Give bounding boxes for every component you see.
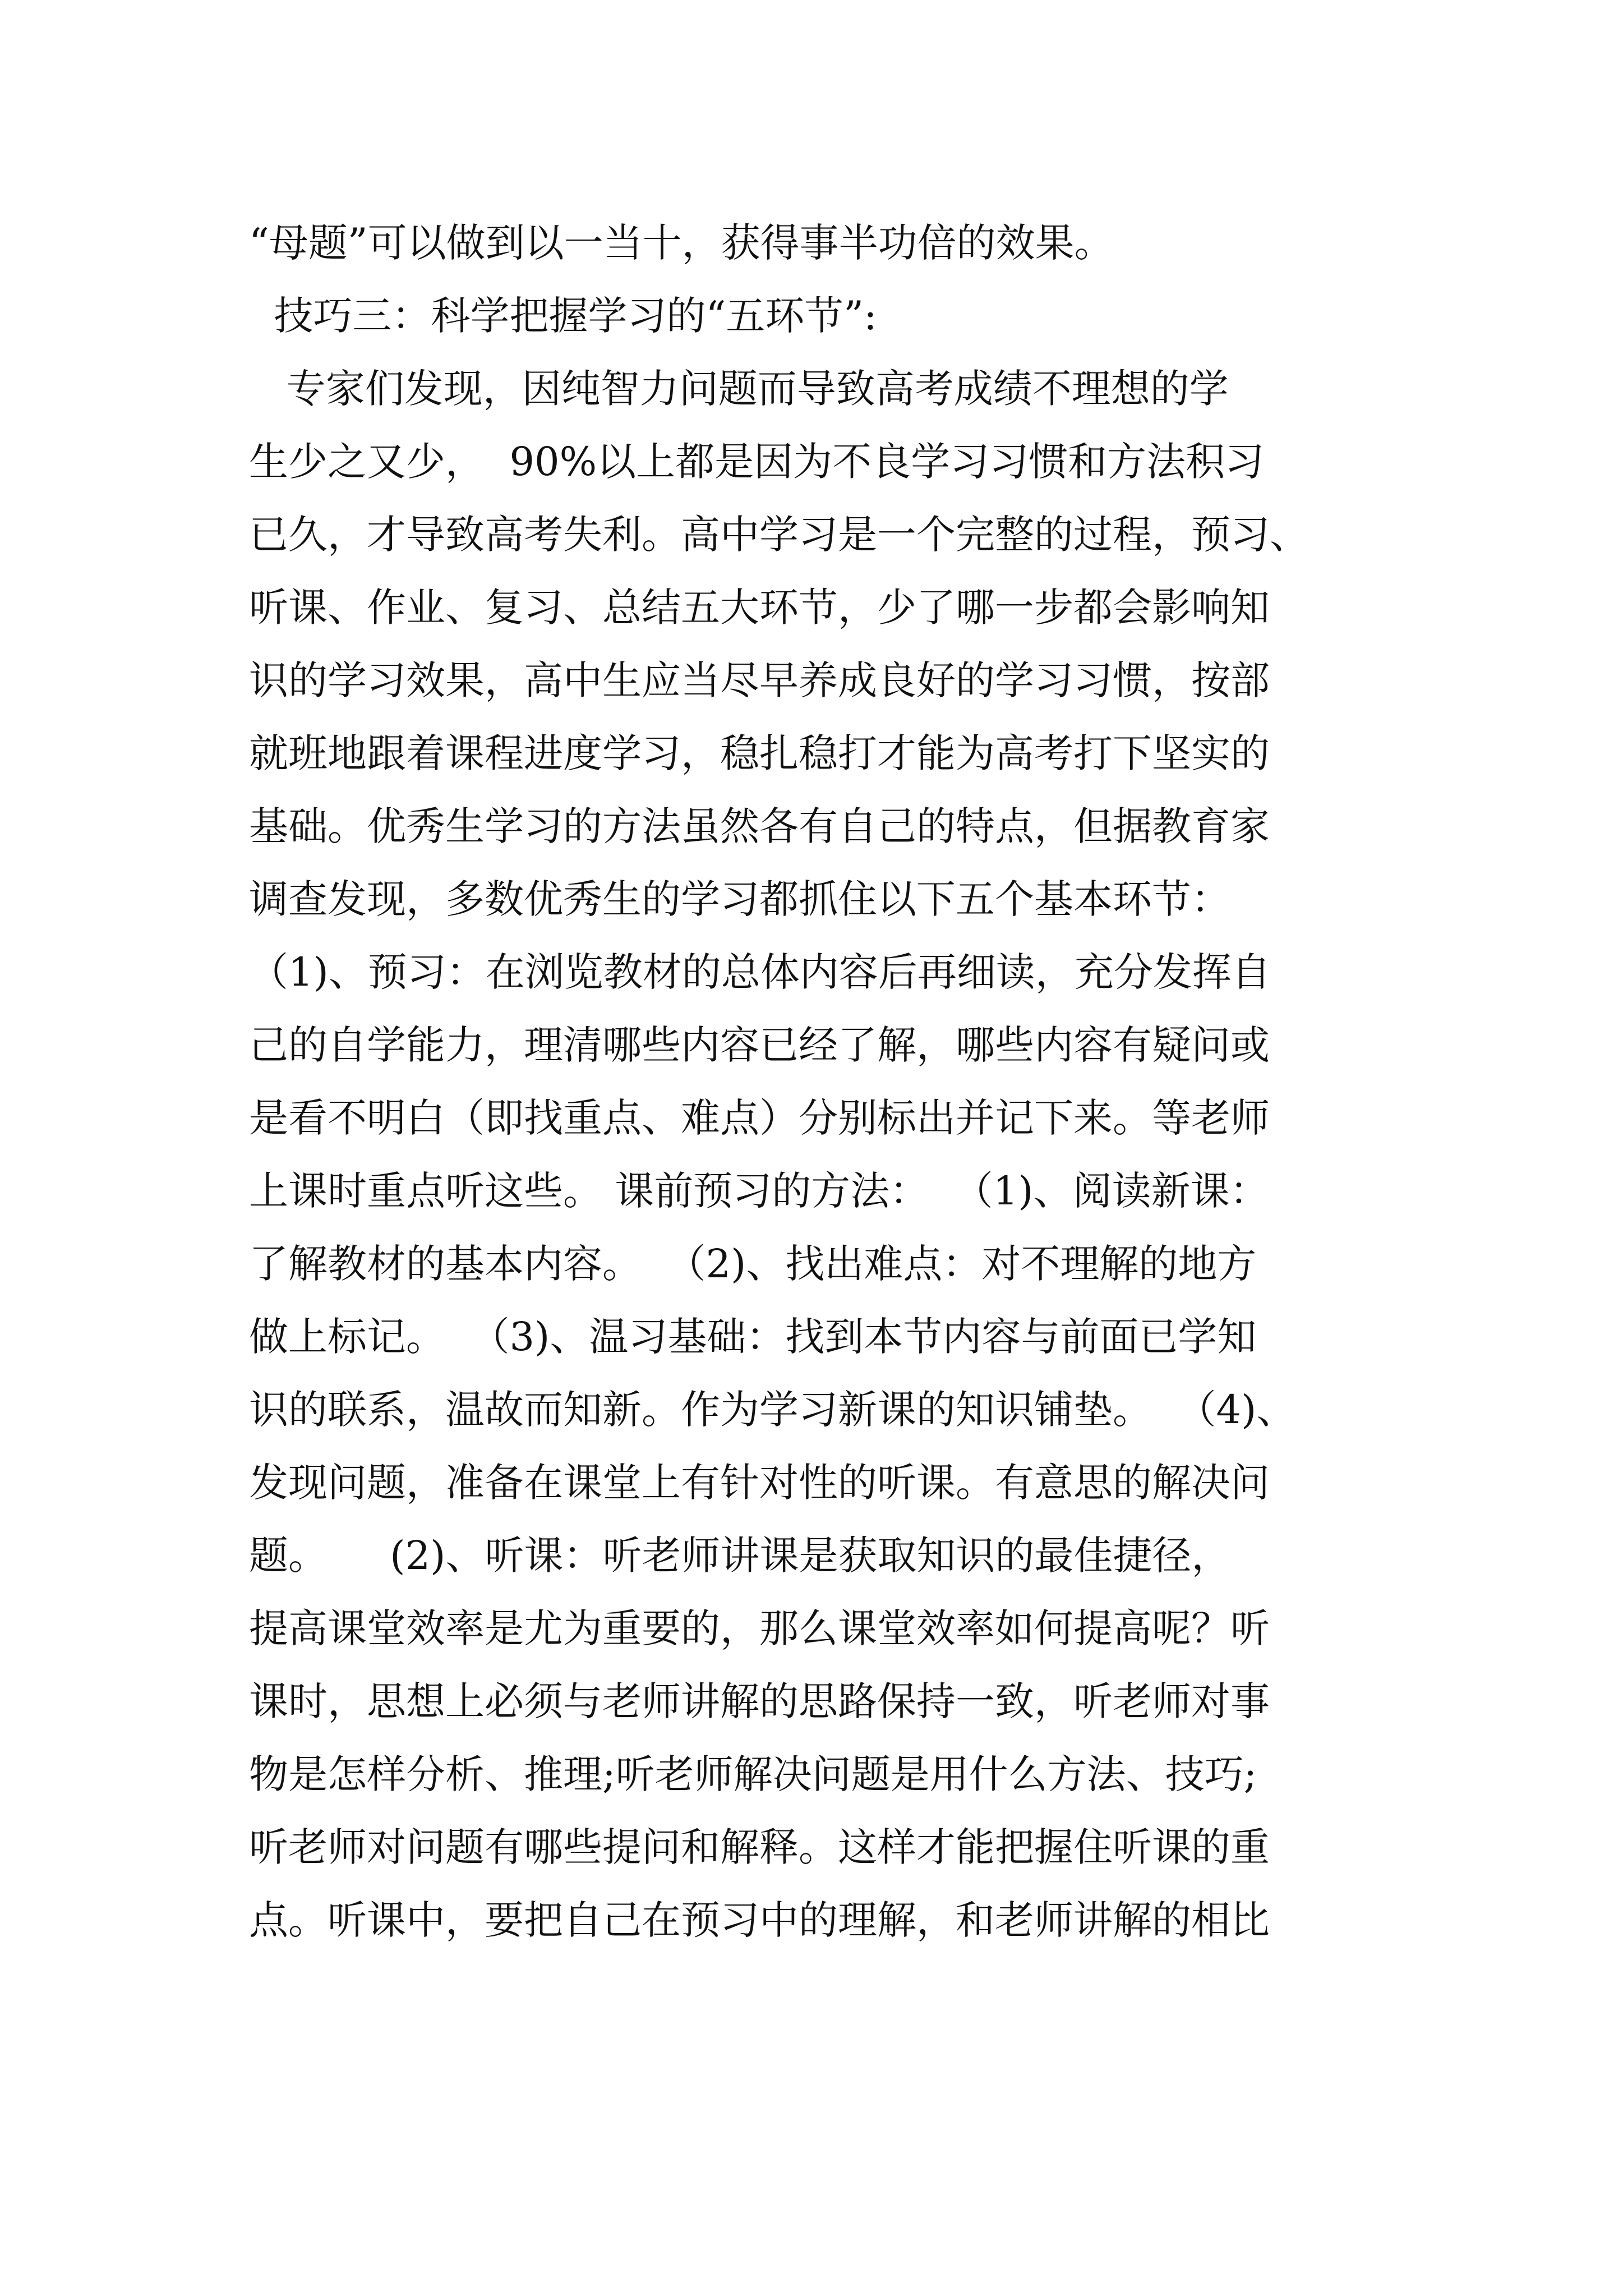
text-line: 是看不明白（即找重点、难点）分别标出并记下来。等老师 [249, 1095, 1270, 1141]
text-line: 点。听课中，要把自己在预习中的理解，和老师讲解的相比 [249, 1897, 1270, 1943]
text-line: 听老师对问题有哪些提问和解释。这样才能把握住听课的重 [249, 1824, 1270, 1870]
text-line: 就班地跟着课程进度学习，稳扎稳打才能为高考打下坚实的 [249, 730, 1270, 776]
text-line: “母题”可以做到以一当十，获得事半功倍的效果。 [249, 220, 1114, 266]
text-line: 题。 (2)、听课：听老师讲课是获取知识的最佳捷径， [249, 1533, 1231, 1579]
text-line: 课时，思想上必须与老师讲解的思路保持一致，听老师对事 [249, 1678, 1270, 1724]
body-text [249, 206, 1393, 1957]
text-line: 听课、作业、复习、总结五大环节，少了哪一步都会影响知 [249, 585, 1270, 631]
text-line: 生少之又少， 90%以上都是因为不良学习习惯和方法积习 [249, 439, 1265, 485]
text-line: 专家们发现，因纯智力问题而导致高考成绩不理想的学 [249, 366, 1229, 412]
text-line: 识的联系，温故而知新。作为学习新课的知识铺垫。 （4)、 [249, 1387, 1296, 1433]
text-line: 提高课堂效率是尤为重要的，那么课堂效率如何提高呢？听 [249, 1605, 1270, 1651]
text-line: 己的自学能力，理清哪些内容已经了解，哪些内容有疑问或 [249, 1022, 1270, 1068]
text-line: 做上标记。 （3)、温习基础：找到本节内容与前面已学知 [249, 1314, 1257, 1360]
section-heading: 技巧三：科学把握学习的“五环节”: [249, 293, 877, 339]
text-line: 上课时重点听这些。 课前预习的方法： （1)、阅读新课： [249, 1168, 1269, 1214]
text-line: 基础。优秀生学习的方法虽然各有自己的特点，但据教育家 [249, 803, 1270, 849]
text-line: 识的学习效果，高中生应当尽早养成良好的学习习惯，按部 [249, 657, 1270, 703]
text-line: 物是怎样分析、推理;听老师解决问题是用什么方法、技巧; [249, 1751, 1257, 1797]
text-line: 发现问题，准备在课堂上有针对性的听课。有意思的解决问 [249, 1460, 1270, 1506]
text-line: 调查发现，多数优秀生的学习都抓住以下五个基本环节： [249, 876, 1230, 922]
text-line: 了解教材的基本内容。 （2)、找出难点：对不理解的地方 [249, 1241, 1257, 1287]
text-line: 已久，才导致高考失利。高中学习是一个完整的过程，预习、 [249, 512, 1309, 558]
text-line: （1)、预习：在浏览教材的总体内容后再细读，充分发挥自 [249, 949, 1271, 995]
